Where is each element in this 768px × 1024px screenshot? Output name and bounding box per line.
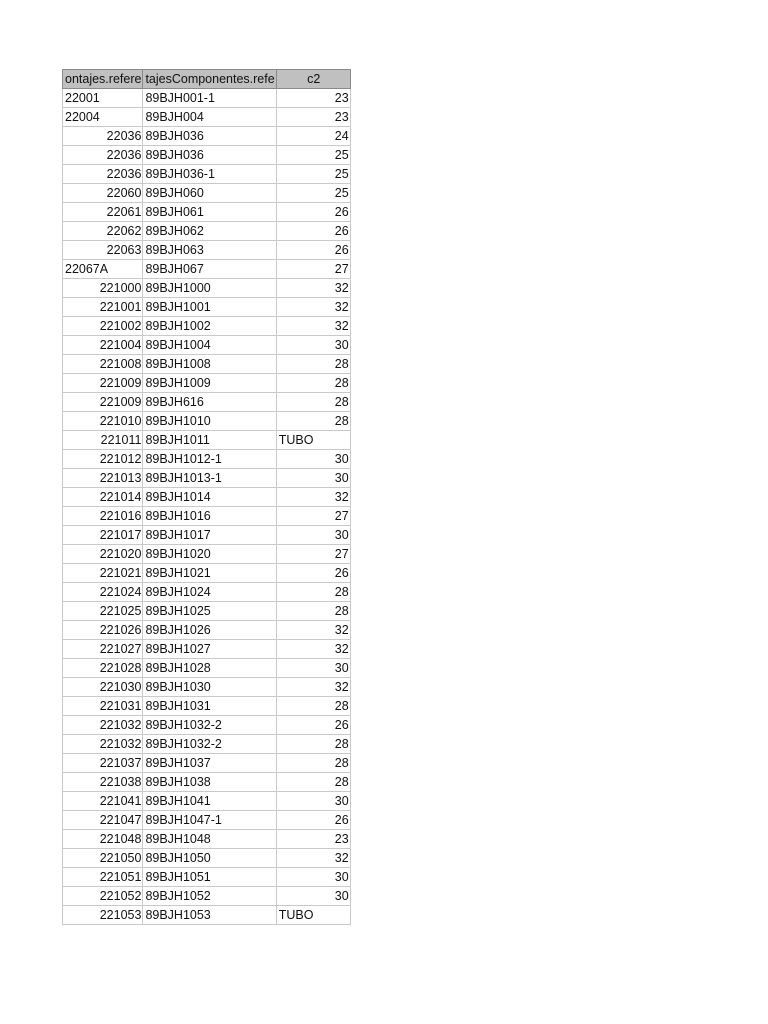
table-row <box>63 659 351 678</box>
cell-componente-ref[interactable]: 89BJH1020 <box>143 545 276 564</box>
cell-componente-ref[interactable]: 89BJH061 <box>143 203 276 222</box>
cell-c2[interactable]: 32 <box>276 298 350 317</box>
cell-c2[interactable]: 23 <box>276 89 350 108</box>
cell-c2[interactable]: 27 <box>276 545 350 564</box>
cell-montaje-ref[interactable]: 221051 <box>63 868 143 887</box>
cell-montaje-ref[interactable]: 221053 <box>63 906 143 925</box>
table-row <box>63 374 351 393</box>
cell-componente-ref[interactable]: 89BJH1011 <box>143 431 276 450</box>
cell-c2[interactable]: 28 <box>276 754 350 773</box>
cell-componente-ref[interactable]: 89BJH1001 <box>143 298 276 317</box>
cell-componente-ref[interactable]: 89BJH1014 <box>143 488 276 507</box>
table-row <box>63 393 351 412</box>
table-row <box>63 640 351 659</box>
cell-componente-ref[interactable]: 89BJH036 <box>143 146 276 165</box>
cell-montaje-ref[interactable]: 221026 <box>63 621 143 640</box>
cell-c2[interactable]: 32 <box>276 279 350 298</box>
cell-componente-ref[interactable]: 89BJH060 <box>143 184 276 203</box>
cell-montaje-ref[interactable]: 22063 <box>63 241 143 260</box>
table-row <box>63 754 351 773</box>
table-row <box>63 203 351 222</box>
cell-c2[interactable]: 30 <box>276 469 350 488</box>
cell-montaje-ref[interactable]: 221004 <box>63 336 143 355</box>
cell-c2[interactable]: 32 <box>276 849 350 868</box>
table-row <box>63 127 351 146</box>
table-row <box>63 336 351 355</box>
cell-componente-ref[interactable]: 89BJH004 <box>143 108 276 127</box>
cell-montaje-ref[interactable]: 221027 <box>63 640 143 659</box>
cell-c2[interactable]: 28 <box>276 412 350 431</box>
cell-c2[interactable]: 32 <box>276 488 350 507</box>
table-row <box>63 868 351 887</box>
table-row <box>63 89 351 108</box>
cell-componente-ref[interactable]: 89BJH616 <box>143 393 276 412</box>
cell-componente-ref[interactable]: 89BJH1016 <box>143 507 276 526</box>
table-row <box>63 298 351 317</box>
cell-montaje-ref[interactable]: 221032 <box>63 716 143 735</box>
table-row <box>63 906 351 925</box>
cell-c2[interactable]: 28 <box>276 773 350 792</box>
cell-c2[interactable]: 25 <box>276 184 350 203</box>
cell-c2[interactable]: 30 <box>276 659 350 678</box>
cell-montaje-ref[interactable]: 221047 <box>63 811 143 830</box>
cell-componente-ref[interactable]: 89BJH062 <box>143 222 276 241</box>
cell-montaje-ref[interactable]: 221028 <box>63 659 143 678</box>
column-header-montajes-referencia[interactable]: ontajes.refere <box>63 70 143 89</box>
cell-componente-ref[interactable]: 89BJH1021 <box>143 564 276 583</box>
table-row <box>63 241 351 260</box>
cell-montaje-ref[interactable]: 221009 <box>63 374 143 393</box>
cell-c2[interactable]: 26 <box>276 241 350 260</box>
cell-montaje-ref[interactable]: 221010 <box>63 412 143 431</box>
table-row <box>63 811 351 830</box>
cell-montaje-ref[interactable]: 221011 <box>63 431 143 450</box>
cell-montaje-ref[interactable]: 221014 <box>63 488 143 507</box>
cell-c2[interactable]: 26 <box>276 811 350 830</box>
cell-c2[interactable]: 28 <box>276 393 350 412</box>
cell-c2[interactable]: 30 <box>276 336 350 355</box>
table-row <box>63 146 351 165</box>
cell-componente-ref[interactable]: 89BJH1028 <box>143 659 276 678</box>
cell-montaje-ref[interactable]: 22036 <box>63 146 143 165</box>
table-row <box>63 773 351 792</box>
cell-c2[interactable]: 26 <box>276 716 350 735</box>
table-row <box>63 507 351 526</box>
cell-componente-ref[interactable]: 89BJH1004 <box>143 336 276 355</box>
cell-c2[interactable]: TUBO <box>276 906 350 925</box>
cell-c2[interactable]: 32 <box>276 640 350 659</box>
cell-componente-ref[interactable]: 89BJH1030 <box>143 678 276 697</box>
cell-componente-ref[interactable]: 89BJH1053 <box>143 906 276 925</box>
cell-c2[interactable]: 25 <box>276 146 350 165</box>
cell-componente-ref[interactable]: 89BJH1013-1 <box>143 469 276 488</box>
table-row <box>63 621 351 640</box>
cell-componente-ref[interactable]: 89BJH1009 <box>143 374 276 393</box>
cell-componente-ref[interactable]: 89BJH1026 <box>143 621 276 640</box>
cell-componente-ref[interactable]: 89BJH1048 <box>143 830 276 849</box>
cell-componente-ref[interactable]: 89BJH1032-2 <box>143 735 276 754</box>
cell-montaje-ref[interactable]: 22001 <box>63 89 143 108</box>
cell-componente-ref[interactable]: 89BJH1002 <box>143 317 276 336</box>
table-row <box>63 792 351 811</box>
cell-componente-ref[interactable]: 89BJH1017 <box>143 526 276 545</box>
table-row <box>63 108 351 127</box>
cell-componente-ref[interactable]: 89BJH1027 <box>143 640 276 659</box>
cell-componente-ref[interactable]: 89BJH1000 <box>143 279 276 298</box>
cell-c2[interactable]: 26 <box>276 564 350 583</box>
table-row <box>63 735 351 754</box>
cell-montaje-ref[interactable]: 221021 <box>63 564 143 583</box>
cell-c2[interactable]: 27 <box>276 507 350 526</box>
table-row <box>63 545 351 564</box>
cell-componente-ref[interactable]: 89BJH1050 <box>143 849 276 868</box>
table-row <box>63 184 351 203</box>
cell-c2[interactable]: 27 <box>276 260 350 279</box>
table-row <box>63 526 351 545</box>
cell-componente-ref[interactable]: 89BJH1032-2 <box>143 716 276 735</box>
table-row <box>63 317 351 336</box>
cell-montaje-ref[interactable]: 221009 <box>63 393 143 412</box>
cell-c2[interactable]: 30 <box>276 887 350 906</box>
cell-componente-ref[interactable]: 89BJH1008 <box>143 355 276 374</box>
cell-montaje-ref[interactable]: 221025 <box>63 602 143 621</box>
cell-componente-ref[interactable]: 89BJH1024 <box>143 583 276 602</box>
cell-montaje-ref[interactable]: 221017 <box>63 526 143 545</box>
table-row <box>63 583 351 602</box>
cell-montaje-ref[interactable]: 221050 <box>63 849 143 868</box>
cell-componente-ref[interactable]: 89BJH1041 <box>143 792 276 811</box>
cell-c2[interactable]: 25 <box>276 165 350 184</box>
table-row <box>63 564 351 583</box>
table-row <box>63 412 351 431</box>
table-row <box>63 260 351 279</box>
table-row <box>63 450 351 469</box>
cell-montaje-ref[interactable]: 221024 <box>63 583 143 602</box>
cell-montaje-ref[interactable]: 221032 <box>63 735 143 754</box>
table-row <box>63 355 351 374</box>
cell-montaje-ref[interactable]: 221041 <box>63 792 143 811</box>
table-row <box>63 849 351 868</box>
cell-montaje-ref[interactable]: 221013 <box>63 469 143 488</box>
header-row <box>63 70 351 89</box>
cell-montaje-ref[interactable]: 221012 <box>63 450 143 469</box>
cell-montaje-ref[interactable]: 221001 <box>63 298 143 317</box>
cell-componente-ref[interactable]: 89BJH063 <box>143 241 276 260</box>
cell-c2[interactable]: 32 <box>276 621 350 640</box>
cell-montaje-ref[interactable]: 22004 <box>63 108 143 127</box>
table-row <box>63 469 351 488</box>
cell-c2[interactable]: 28 <box>276 355 350 374</box>
table-row <box>63 488 351 507</box>
cell-c2[interactable]: 30 <box>276 868 350 887</box>
cell-componente-ref[interactable]: 89BJH1037 <box>143 754 276 773</box>
cell-montaje-ref[interactable]: 22060 <box>63 184 143 203</box>
cell-componente-ref[interactable]: 89BJH1010 <box>143 412 276 431</box>
table-row <box>63 602 351 621</box>
table-row <box>63 697 351 716</box>
cell-componente-ref[interactable]: 89BJH1012-1 <box>143 450 276 469</box>
cell-montaje-ref[interactable]: 221020 <box>63 545 143 564</box>
cell-montaje-ref[interactable]: 22062 <box>63 222 143 241</box>
cell-c2[interactable]: 23 <box>276 108 350 127</box>
column-header-c2[interactable]: c2 <box>276 70 350 89</box>
cell-componente-ref[interactable]: 89BJH1031 <box>143 697 276 716</box>
cell-c2[interactable]: 24 <box>276 127 350 146</box>
table-row <box>63 716 351 735</box>
cell-c2[interactable]: 28 <box>276 697 350 716</box>
cell-montaje-ref[interactable]: 221038 <box>63 773 143 792</box>
cell-c2[interactable]: 32 <box>276 678 350 697</box>
table-row <box>63 165 351 184</box>
cell-montaje-ref[interactable]: 221031 <box>63 697 143 716</box>
cell-montaje-ref[interactable]: 221048 <box>63 830 143 849</box>
cell-montaje-ref[interactable]: 221037 <box>63 754 143 773</box>
table-row <box>63 887 351 906</box>
table-row <box>63 279 351 298</box>
table-row <box>63 431 351 450</box>
cell-componente-ref[interactable]: 89BJH067 <box>143 260 276 279</box>
cell-montaje-ref[interactable]: 22061 <box>63 203 143 222</box>
cell-montaje-ref[interactable]: 22067A <box>63 260 143 279</box>
cell-montaje-ref[interactable]: 22036 <box>63 165 143 184</box>
cell-c2[interactable]: 30 <box>276 450 350 469</box>
cell-montaje-ref[interactable]: 221030 <box>63 678 143 697</box>
cell-componente-ref[interactable]: 89BJH036-1 <box>143 165 276 184</box>
cell-componente-ref[interactable]: 89BJH036 <box>143 127 276 146</box>
table-body <box>63 89 351 925</box>
cell-componente-ref[interactable]: 89BJH1038 <box>143 773 276 792</box>
cell-componente-ref[interactable]: 89BJH001-1 <box>143 89 276 108</box>
table-row <box>63 678 351 697</box>
cell-montaje-ref[interactable]: 22036 <box>63 127 143 146</box>
cell-c2[interactable]: 30 <box>276 792 350 811</box>
table-row <box>63 830 351 849</box>
cell-c2[interactable]: 23 <box>276 830 350 849</box>
cell-componente-ref[interactable]: 89BJH1051 <box>143 868 276 887</box>
table-row <box>63 222 351 241</box>
cell-c2[interactable]: TUBO <box>276 431 350 450</box>
cell-c2[interactable]: 26 <box>276 222 350 241</box>
cell-c2[interactable]: 28 <box>276 374 350 393</box>
cell-c2[interactable]: 26 <box>276 203 350 222</box>
cell-montaje-ref[interactable]: 221002 <box>63 317 143 336</box>
column-header-componentes-referencia[interactable]: tajesComponentes.refe <box>143 70 276 89</box>
spreadsheet-table <box>62 69 351 925</box>
cell-montaje-ref[interactable]: 221016 <box>63 507 143 526</box>
cell-montaje-ref[interactable]: 221008 <box>63 355 143 374</box>
cell-componente-ref[interactable]: 89BJH1025 <box>143 602 276 621</box>
cell-componente-ref[interactable]: 89BJH1052 <box>143 887 276 906</box>
cell-montaje-ref[interactable]: 221000 <box>63 279 143 298</box>
cell-c2[interactable]: 30 <box>276 526 350 545</box>
cell-c2[interactable]: 28 <box>276 583 350 602</box>
cell-c2[interactable]: 32 <box>276 317 350 336</box>
cell-componente-ref[interactable]: 89BJH1047-1 <box>143 811 276 830</box>
cell-montaje-ref[interactable]: 221052 <box>63 887 143 906</box>
cell-c2[interactable]: 28 <box>276 735 350 754</box>
cell-c2[interactable]: 28 <box>276 602 350 621</box>
